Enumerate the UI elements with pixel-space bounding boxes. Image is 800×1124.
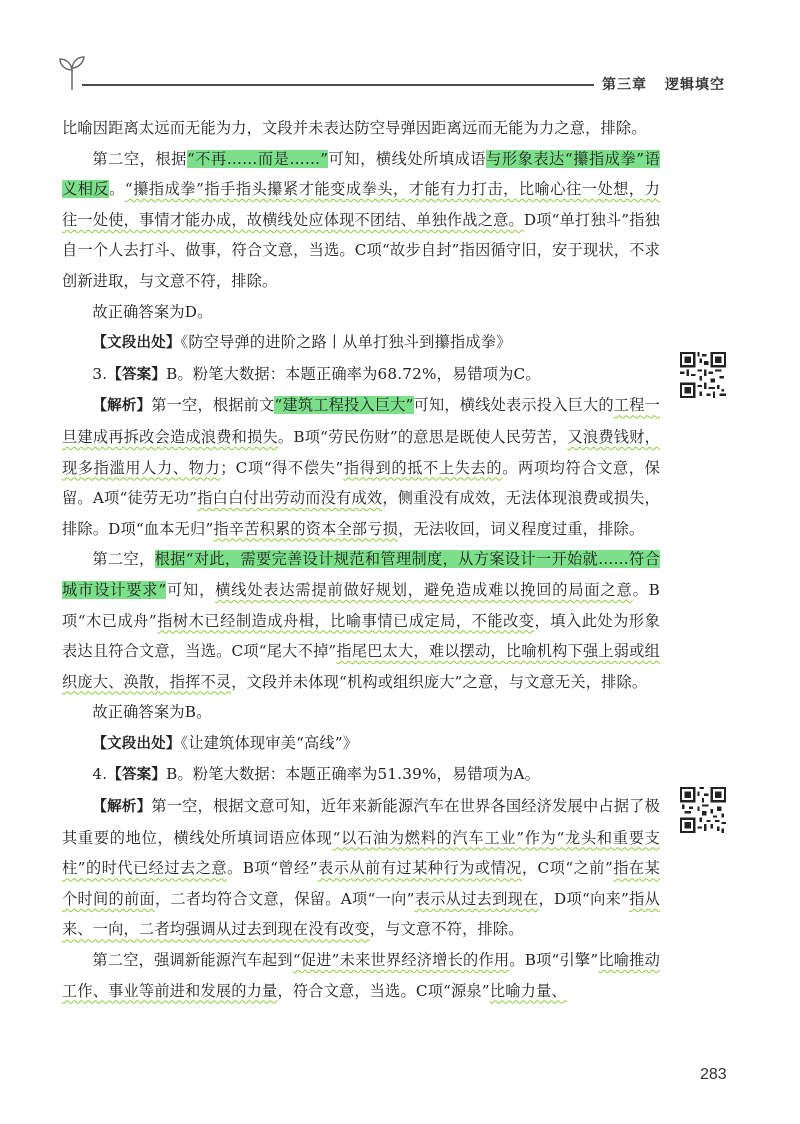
text-run: ，无法收回，词义程度过重，排除。 bbox=[398, 519, 645, 538]
text-run: 第一空，根据文意可知，近年来新能源汽车在世界各国经济发展中占据了极其重要的地位，横线处所填词语应体现 bbox=[62, 797, 660, 847]
underline: 指树木已经制造成舟楫，比喻事情已成定局，不能改变 bbox=[156, 611, 535, 630]
paragraph-1: 比喻因距离太远而无能为力，文段并未表达防空导弹因距离远而无能为力之意，排除。 bbox=[62, 119, 647, 137]
source-label: 【文段出处】 bbox=[92, 335, 181, 352]
paragraph-8: 故正确答案为B。 bbox=[92, 703, 212, 722]
underline: 表示从前有过某种行为或情况 bbox=[317, 859, 522, 878]
text-run: 第二空， bbox=[92, 550, 155, 569]
underline: “攥指成拳”指手指头攥紧才能变成拳头，才能有力打击，比喻心往一处想，力往一处使，事情才能办成，故横线处应体现不团结、单独作战之意。 bbox=[62, 180, 661, 229]
text-run: ，C项“之前” bbox=[521, 859, 613, 878]
paragraph-7 bbox=[62, 544, 660, 697]
text-run: 第一空，根据前文 bbox=[151, 396, 275, 415]
highlight: “不再……而是……” bbox=[186, 149, 329, 168]
text-run: ，D项“向来” bbox=[538, 889, 630, 908]
analysis-3 bbox=[62, 390, 660, 544]
underline: 指得到的抵不上失去的 bbox=[343, 458, 503, 477]
text-run: 可知，横线处表示投入巨大的 bbox=[413, 396, 614, 415]
qr-code-icon[interactable] bbox=[680, 787, 726, 833]
underline: 指辛苦积累的资本全部亏损 bbox=[213, 519, 399, 538]
source-text: 《防空导弹的进阶之路丨从单打独斗到攥指成拳》 bbox=[180, 333, 512, 352]
text-run: ，侧重没有成效，无法体现浪费或损失，排除。D项“血本无归” bbox=[62, 489, 660, 538]
answer-text: B。粉笔大数据：本题正确率为51.39%，易错项为A。 bbox=[166, 765, 541, 784]
answer-label: 【答案】 bbox=[107, 366, 167, 383]
paragraph-2 bbox=[62, 144, 660, 297]
text-run: 。B项“木已成舟” bbox=[62, 580, 660, 630]
answer-text: B。粉笔大数据：本题正确率为68.72%，易错项为C。 bbox=[166, 364, 541, 383]
underline: 比喻力量、 bbox=[489, 981, 567, 1000]
analysis-label: 【解析】 bbox=[92, 799, 152, 816]
underline: 工程一旦建成再拆改会造成浪费和损失 bbox=[62, 396, 660, 446]
qr-code-icon[interactable] bbox=[680, 352, 726, 398]
underline: 又浪费钱财，现多指滥用人力、物力 bbox=[62, 427, 660, 477]
text-run: ，与文意不符，排除。 bbox=[369, 920, 524, 939]
text-run: ，文段并未体现“机构或组织庞大”之意，与文意无关，排除。 bbox=[231, 672, 648, 691]
text-run: 可知， bbox=[166, 580, 216, 599]
page-number: 283 bbox=[700, 1066, 727, 1083]
underline: 指尾巴太大，难以摆动，比喻机构下强上弱或组织庞大、涣散，指挥不灵 bbox=[62, 642, 661, 691]
underline: 指从来、一向，二者均强调从过去到现在没有改变 bbox=[62, 889, 660, 939]
text-run: 。B项“劳民伤财”的意思是既使人民劳苦， bbox=[277, 427, 568, 446]
text-run: ，填入此处为形象表达且符合文意，当选。C项“尾大不掉” bbox=[62, 611, 660, 661]
paragraph-3: 故正确答案为D。 bbox=[92, 302, 213, 321]
question-number: 4. bbox=[92, 765, 108, 784]
text-run: 可知，横线处所填成语 bbox=[328, 149, 487, 168]
text-run: 。B项“引擎” bbox=[509, 951, 599, 970]
highlight: 与形象表达“攥指成拳”语义相反 bbox=[62, 149, 661, 199]
text-run: 第二空，强调新能源汽车起到 bbox=[92, 951, 293, 970]
header-rule bbox=[82, 84, 594, 86]
leaf-logo-icon bbox=[55, 52, 89, 92]
source-2 bbox=[62, 728, 660, 760]
analysis-4 bbox=[62, 791, 660, 945]
paragraph-12 bbox=[62, 945, 660, 1006]
underline: “促进”未来世界经济增长的作用 bbox=[292, 951, 510, 970]
answer-label: 【答案】 bbox=[107, 767, 167, 784]
text-run: 。 bbox=[109, 180, 125, 199]
source-text: 《让建筑体现审美“高线”》 bbox=[180, 733, 359, 752]
text-run: ，符合文意，当选。C项“源泉” bbox=[277, 981, 490, 1000]
chapter-heading bbox=[602, 74, 725, 94]
page-body bbox=[62, 113, 660, 1006]
text-run: ；C项“得不偿失” bbox=[220, 458, 344, 477]
underline: 指在某个时间的前面 bbox=[62, 859, 660, 908]
underline: 比喻推动工作、事业等前进和发展的力量 bbox=[62, 951, 660, 1000]
question-number: 3. bbox=[92, 364, 108, 383]
text-run: D项“单打独斗”指独自一个人去打斗、做事，符合文意，当选。 bbox=[62, 210, 660, 260]
underline: “以石油为燃料的汽车工业”作为“龙头和重要支柱”的时代已经过去之意 bbox=[62, 828, 660, 878]
answer-4 bbox=[62, 759, 660, 791]
source-1 bbox=[62, 327, 660, 359]
chapter-section: 逻辑填空 bbox=[665, 77, 725, 93]
text-run: C项“故步自封”指因循守旧，安于现状，不求创新进取，与文意不符，排除。 bbox=[62, 241, 660, 290]
underline: 指白白付出劳动而没有成效 bbox=[197, 489, 383, 508]
highlight: “建筑工程投入巨大” bbox=[274, 396, 414, 415]
analysis-label: 【解析】 bbox=[92, 398, 152, 415]
text-run: ，二者均符合文意，保留。A项“一向” bbox=[154, 889, 415, 908]
underline: 表示从过去到现在 bbox=[414, 889, 539, 908]
underline: 横线处表达需提前做好规划，避免造成难以挽回的局面之意 bbox=[215, 580, 633, 599]
highlight: 根据“对此，需要完善设计规范和管理制度，从方案设计一开始就……符合城市设计要求” bbox=[62, 550, 660, 599]
chapter-number: 第三章 bbox=[602, 77, 647, 93]
answer-3 bbox=[62, 359, 660, 391]
source-label: 【文段出处】 bbox=[92, 735, 181, 752]
text-run: 第二空，根据 bbox=[92, 149, 187, 168]
text-run: 。两项均符合文意，保留。A项“徒劳无功” bbox=[62, 458, 661, 508]
text-run: 。B项“曾经” bbox=[227, 859, 318, 878]
